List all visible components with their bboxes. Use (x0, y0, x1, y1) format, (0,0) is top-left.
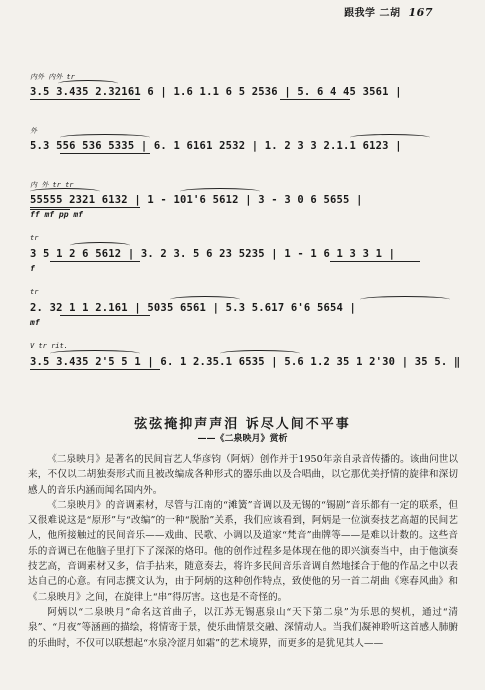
score-dynamics: ff mf pp mf (30, 210, 83, 219)
paragraph: 阿炳以“二泉映月”命名这首曲子，以江苏无锡惠泉山“天下第二泉”为乐思的契机，通过“清泉”、“月夜”等涵画的描绘，将情寄于景，使乐曲情景交融、深情动人。当我们凝神聆听这首感人肺腑的乐曲时，不仅可以联想起“水泉冷涩月如霜”的艺术境界，而更多的是犹见其人—— (28, 606, 458, 649)
score-notes: 3.5 3.435 2.32161 6 | 1.6 1.1 6 5 2536 | 5. 6 4 45 3561 | (30, 86, 402, 98)
score-line-3 (30, 176, 460, 220)
beam-line (60, 315, 150, 316)
score-notes: 5.3 556 536 5335 | 6. 1 6161 2532 | 1. 2 3 3 2.1.1 6123 | (30, 140, 402, 152)
jianpu-score (30, 68, 460, 392)
score-marks: 内 外 tr tr (30, 181, 74, 189)
paragraph: 《二泉映月》的音调素材，尽管与江南的“滩簧”音调以及无锡的“锡剧”音乐都有一定的联系，但又很难说这是“原形”与“改编”的一种“脱胎”关系，我们应该看到，阿炳是一位演奏技艺高超的民间艺人，他所接触过的民间音乐——戏曲、民歌、小调以及道家“梵音”曲牌等——是难以计数的。这些音乐的音调已在他脑子里打下了深深的烙印。他的创作过程多是体现在他的即兴演奏当中，由于他演奏技艺高，音调素材又多，信手拈来，随意奏去，将许多民间音乐音调自然地揉合于他的作品之中以表达自己的心意。有同志撰文认为，由于阿炳的这种创作特点，致使他的另一首二胡曲《寒春风曲》和《二泉映月》之间，在旋律上“串”得厉害。这也是不奇怪的。 (28, 499, 458, 603)
beam-line (60, 153, 150, 154)
score-line-4 (30, 230, 460, 274)
score-line-2 (30, 122, 460, 166)
score-dynamics: mf (30, 318, 40, 327)
beam-line (30, 207, 140, 208)
running-header (344, 4, 433, 19)
slur-mark (360, 296, 450, 303)
score-notes: 3 5 1 2 6 5612 | 3. 2 3. 5 6 23 5235 | 1 - 1 6 1 3 3 1 | (30, 248, 396, 260)
score-line-5 (30, 284, 460, 328)
article-title: 弦弦掩抑声声泪 诉尽人间不平事 (134, 417, 351, 432)
page-number: 167 (408, 6, 433, 19)
score-notes: 2. 32 1 1 2.161 | 5035 6561 | 5.3 5.617 6'6 5654 | (30, 302, 357, 314)
score-line-6 (30, 338, 460, 382)
score-marks: 外 (30, 127, 37, 135)
score-marks: 内外 内外 tr (30, 73, 75, 81)
beam-line (30, 369, 160, 370)
beam-line (30, 99, 140, 100)
running-title: 跟我学 二胡 (344, 8, 401, 19)
beam-line (50, 261, 140, 262)
score-marks: tr (30, 234, 39, 242)
score-line-1 (30, 68, 460, 112)
article-subtitle: ——《二泉映月》赏析 (197, 434, 288, 444)
score-marks: tr (30, 288, 39, 296)
score-notes: 3.5 3.435 2'5 5 1 | 6. 1 2.35.1 6535 | 5.6 1.2 35 1 2'30 | 35 5. ‖ (30, 356, 461, 368)
score-marks: V tr rit. (30, 342, 68, 350)
score-dynamics: f (30, 264, 35, 273)
beam-line (330, 261, 420, 262)
beam-line (280, 99, 350, 100)
article-body (28, 452, 458, 651)
paragraph: 《二泉映月》是著名的民间盲艺人华彦钧（阿炳）创作并于1950年亲自录音传播的。该曲问世以来，不仅以二胡独奏形式而且被改编成各种形式的器乐曲以及合唱曲，以它那优美抒情的旋律和深切感人的音乐内涵而闻名国内外。 (28, 454, 458, 496)
score-notes: 55555 2321 6132 | 1 - 101'6 5612 | 3 - 3 0 6 5655 | (30, 194, 363, 206)
